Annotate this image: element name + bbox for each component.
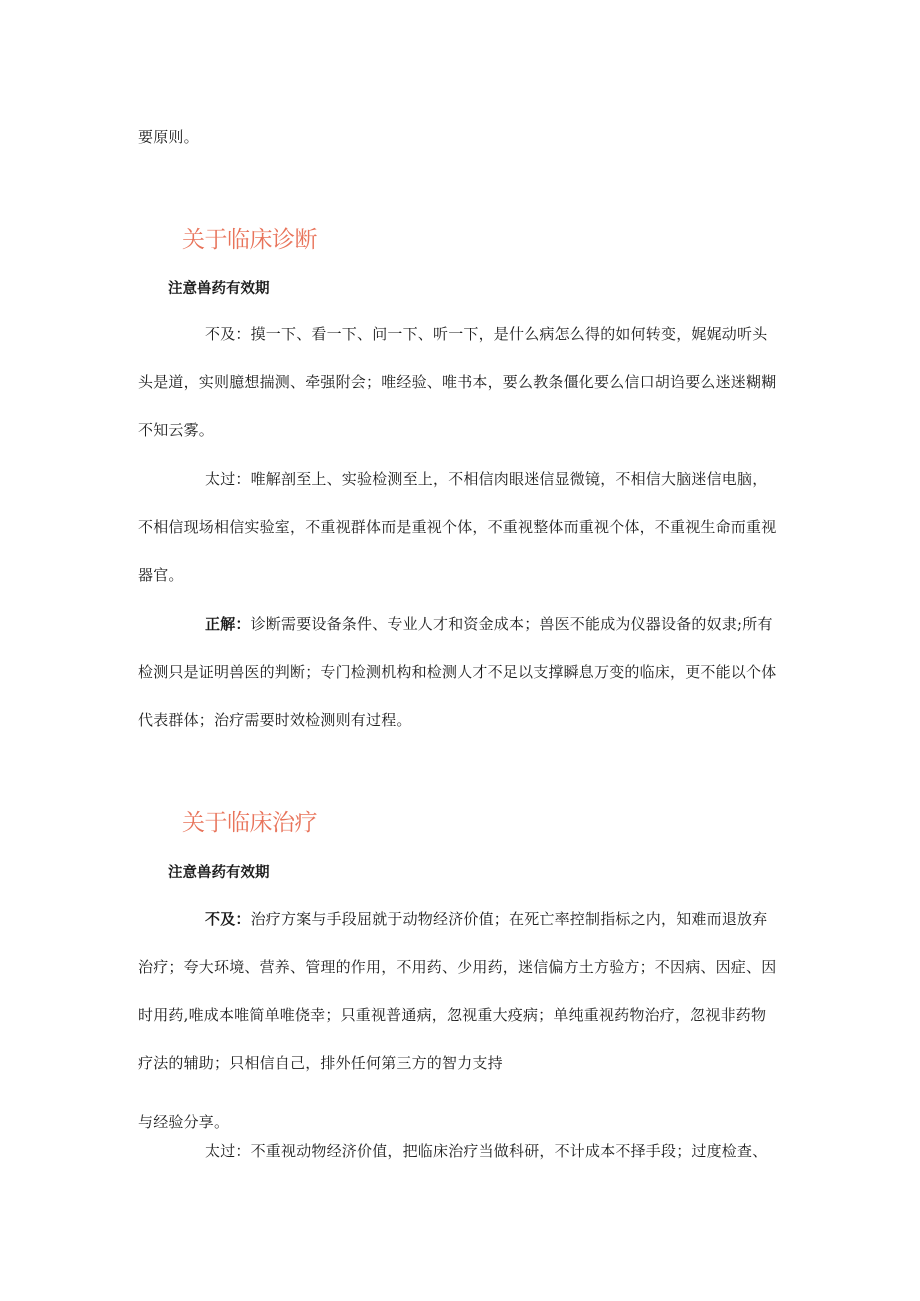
paragraph-line: 太过：唯解剖至上、实验检测至上，不相信肉眼迷信显微镜，不相信大脑迷信电脑， [205, 470, 768, 488]
paragraph-line: 治疗；夸大环境、营养、管理的作用，不用药、少用药，迷信偏方土方验方；不因病、因症、因 [138, 958, 777, 976]
section-heading-diagnosis: 关于临床诊断 [182, 227, 317, 253]
section-heading-treatment: 关于临床治疗 [182, 810, 317, 836]
paragraph-line: 时用药,唯成本唯简单唯侥幸；只重视普通病，忽视重大疫病；单纯重视药物治疗，忽视非药物 [138, 1006, 767, 1024]
section-subheading-diagnosis: 注意兽药有效期 [168, 281, 270, 297]
paragraph-line: 不相信现场相信实验室，不重视群体而是重视个体，不重视整体而重视个体，不重视生命而重视 [138, 518, 777, 536]
share-line: 与经验分享。 [138, 1113, 230, 1131]
paragraph-line [205, 909, 767, 929]
paragraph-line: 代表群体；治疗需要时效检测则有过程。 [138, 711, 412, 729]
paragraph-line: 疗法的辅助；只相信自己，排外任何第三方的智力支持 [138, 1054, 503, 1072]
buji-label: 不及： [205, 910, 251, 928]
intro-tail-text: 要原则。 [138, 128, 199, 146]
paragraph-line: 检测只是证明兽医的判断；专门检测机构和检测人才不足以支撑瞬息万变的临床，更不能以个体 [138, 663, 777, 681]
zhengjie-text: 诊断需要设备条件、专业人才和资金成本；兽医不能成为仪器设备的奴隶;所有 [250, 615, 773, 633]
paragraph-line [205, 614, 773, 634]
section-subheading-treatment: 注意兽药有效期 [168, 865, 270, 881]
paragraph-line: 器官。 [138, 566, 184, 584]
buji-text: 治疗方案与手段屈就于动物经济价值；在死亡率控制指标之内，知难而退放弃 [250, 910, 768, 928]
paragraph-line: 头是道，实则臆想揣测、牵强附会；唯经验、唯书本，要么教条僵化要么信口胡诌要么迷迷糊糊 [138, 373, 777, 391]
taiguo-line: 太过：不重视动物经济价值，把临床治疗当做科研，不计成本不择手段；过度检查、 [205, 1142, 768, 1160]
paragraph-line: 不及：摸一下、看一下、问一下、听一下，是什么病怎么得的如何转变，娓娓动听头 [205, 325, 768, 343]
paragraph-line: 不知云雾。 [138, 421, 215, 439]
zhengjie-label: 正解： [205, 615, 251, 633]
